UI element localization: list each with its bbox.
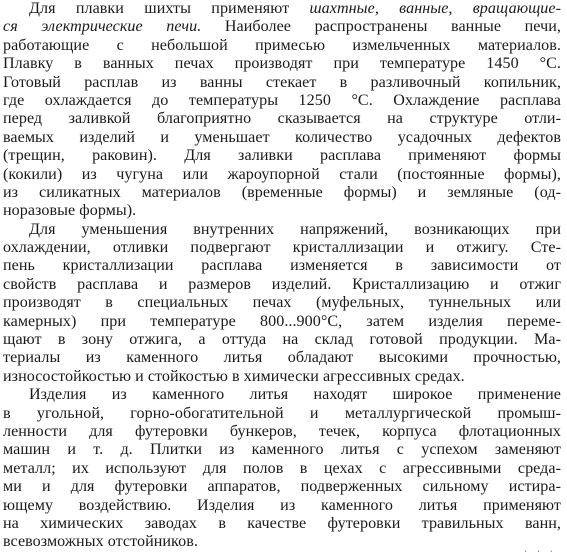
- text-line: машин и т. д. Плитки из каменного литья с успехом заменяют: [3, 441, 561, 459]
- text-line: Готовый расплав из ванны стекает в разливочный копильник,: [3, 73, 561, 91]
- text-line: металл; их используют для полов в цехах с агрессивными среда-: [3, 459, 561, 477]
- text-line: перед заливкой благоприятно сказывается на структуре отли-: [3, 110, 561, 128]
- text-line: свойств расплава и размеров изделий. Кристаллизацию и отжиг: [3, 275, 561, 293]
- text-line: на химических заводах в качестве футеровки травильных ванн,: [3, 514, 561, 532]
- text-line: в угольной, горно-обогатительной и металлургической промыш-: [3, 404, 561, 422]
- text-line: норазовые формы).: [3, 202, 137, 220]
- text-line: териалы из каменного литья обладают высокими прочностью,: [3, 349, 561, 367]
- text-line: Для плавки шихты применяют шахтные, ванные, вращающие-: [29, 0, 561, 17]
- emphasis-text: шахтные, ванные, вращающие-: [309, 0, 561, 17]
- text-line: работающие с небольшой примесью измельченных материалов.: [3, 36, 561, 54]
- paragraph-3: [3, 386, 561, 552]
- text-line: охлаждении, отливки подвергают кристаллизации и отжигу. Сте-: [3, 239, 561, 257]
- corner-mark: · · ·: [522, 547, 555, 557]
- text-line: из силикатных материалов (временные формы) и земляные (од-: [3, 183, 561, 201]
- text-line: (трещин, раковин). Для заливки расплава применяют формы: [3, 147, 561, 165]
- text-line: камерных) при температуре 800...900°С, затем изделия переме-: [3, 312, 561, 330]
- text-line: где охлаждается до температуры 1250 °С. Охлаждение расплава: [3, 91, 561, 109]
- text-line: ленности для футеровки бункеров, течек, корпуса флотационных: [3, 422, 561, 440]
- text-line: износостойкостью и стойкостью в химически агрессивных средах.: [3, 367, 465, 385]
- text-line: пень кристаллизации расплава изменяется в зависимости от: [3, 257, 561, 275]
- text-line: щают в зону отжига, а оттуда на склад готовой продукции. Ма-: [3, 331, 561, 349]
- text-line: всевозможных отстойников.: [3, 533, 198, 551]
- text-line: производят в специальных печах (муфельных, туннельных или: [3, 294, 561, 312]
- text-line: ваемых изделий и уменьшает количество усадочных дефектов: [3, 128, 561, 146]
- text-line: Для уменьшения внутренних напряжений, возникающих при: [29, 220, 561, 238]
- paragraph-1: [3, 0, 561, 221]
- text-line: ющему воздействию. Изделия из каменного литья применяют: [3, 496, 561, 514]
- paragraph-2: [3, 221, 561, 387]
- text-line: ся электрические печи. Наиболее распространены ванные печи,: [3, 18, 561, 36]
- text-line: (кокили) из чугуна или жароупорной стали (постоянные формы),: [3, 165, 561, 183]
- text-line: Изделия из каменного литья находят широкое применение: [29, 386, 561, 404]
- text-line: ми и для футеровки аппаратов, подверженных сильному истира-: [3, 478, 561, 496]
- text-line: Плавку в ванных печах производят при температуре 1450 °С.: [3, 55, 561, 73]
- emphasis-text: ся электрические печи.: [3, 18, 202, 36]
